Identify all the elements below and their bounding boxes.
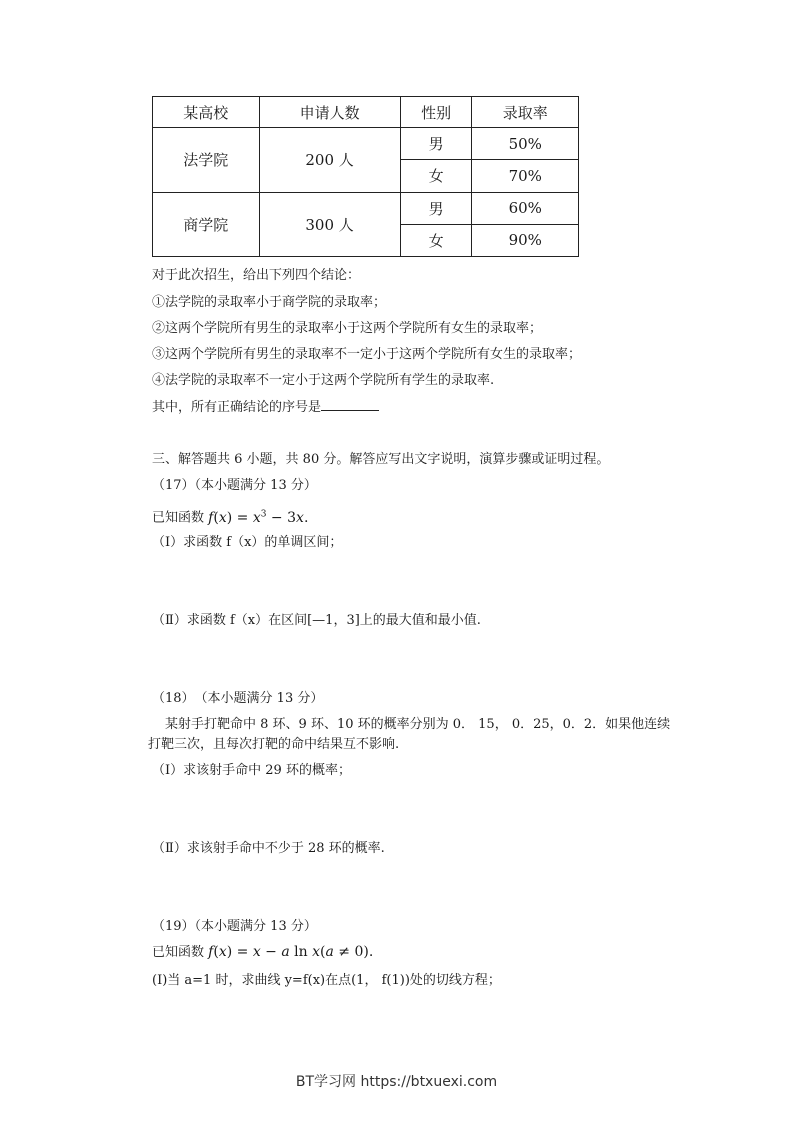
q16-question bbox=[152, 399, 379, 416]
cell-rate: 50% bbox=[472, 128, 579, 160]
cell-gender: 女 bbox=[400, 224, 472, 256]
header-rate: 录取率 bbox=[472, 97, 579, 128]
q19-given-prefix: 已知函数 bbox=[152, 945, 205, 960]
cell-school: 商学院 bbox=[153, 192, 260, 256]
q18-title: （18） （本小题满分 13 分） bbox=[152, 691, 324, 706]
q19-formula: f(x) = x − a ln x(a ≠ 0). bbox=[208, 944, 374, 960]
q16-conclusion-2: ②这两个学院所有男生的录取率小于这两个学院所有女生的录取率； bbox=[152, 321, 543, 336]
cell-rate: 90% bbox=[472, 224, 579, 256]
q18-line-2: 打靶三次，且每次打靶的命中结果互不影响. bbox=[148, 737, 400, 752]
q16-conclusion-3: ③这两个学院所有男生的录取率不一定小于这两个学院所有女生的录取率； bbox=[152, 347, 582, 362]
q17-given-prefix: 已知函数 bbox=[152, 510, 205, 526]
q16-conclusion-1: ①法学院的录取率小于商学院的录取率； bbox=[152, 295, 387, 310]
cell-rate: 70% bbox=[472, 160, 579, 192]
header-school: 某高校 bbox=[153, 97, 260, 128]
q18-part-1: （Ⅰ）求该射手命中 29 环的概率； bbox=[152, 763, 351, 778]
q19-given bbox=[152, 944, 373, 961]
q16-intro: 对于此次招生，给出下列四个结论： bbox=[152, 268, 361, 283]
cell-rate: 60% bbox=[472, 192, 579, 224]
cell-count: 200 人 bbox=[259, 128, 400, 192]
header-gender: 性别 bbox=[400, 97, 472, 128]
q19-title: （19）（本小题满分 13 分） bbox=[152, 919, 317, 934]
q16-conclusion-4: ④法学院的录取率不一定小于这两个学院所有学生的录取率. bbox=[152, 373, 495, 388]
q17-part-1: （Ⅰ）求函数 f（x）的单调区间； bbox=[152, 535, 343, 550]
header-applicants: 申请人数 bbox=[259, 97, 400, 128]
cell-school: 法学院 bbox=[153, 128, 260, 192]
answer-blank bbox=[321, 399, 379, 411]
admission-table bbox=[152, 96, 579, 257]
footer-watermark: BT学习网 https://btxuexi.com bbox=[295, 1074, 498, 1090]
q17-formula: $f(x) = x^3 - 3x$. bbox=[208, 509, 309, 526]
q16-ask: 其中，所有正确结论的序号是 bbox=[152, 400, 322, 415]
q18-part-2: （Ⅱ）求该射手命中不少于 28 环的概率. bbox=[152, 841, 385, 856]
cell-gender: 男 bbox=[400, 192, 472, 224]
section-3-heading: 三、解答题共 6 小题，共 80 分。解答应写出文字说明，演算步骤或证明过程。 bbox=[152, 452, 610, 467]
q19-part-1: (Ⅰ)当 a=1 时，求曲线 y=f(x)在点(1， f(1))处的切线方程； bbox=[152, 973, 501, 988]
q17-given bbox=[152, 506, 308, 527]
cell-gender: 男 bbox=[400, 128, 472, 160]
q17-title: （17）（本小题满分 13 分） bbox=[152, 478, 317, 493]
q17-part-2: （Ⅱ）求函数 f（x）在区间[—1，3]上的最大值和最小值. bbox=[152, 613, 481, 628]
cell-count: 300 人 bbox=[259, 192, 400, 256]
cell-gender: 女 bbox=[400, 160, 472, 192]
q18-line-1: 某射手打靶命中 8 环、9 环、10 环的概率分别为 0． 15， 0．25，0．2．如果他连续 bbox=[165, 717, 671, 732]
